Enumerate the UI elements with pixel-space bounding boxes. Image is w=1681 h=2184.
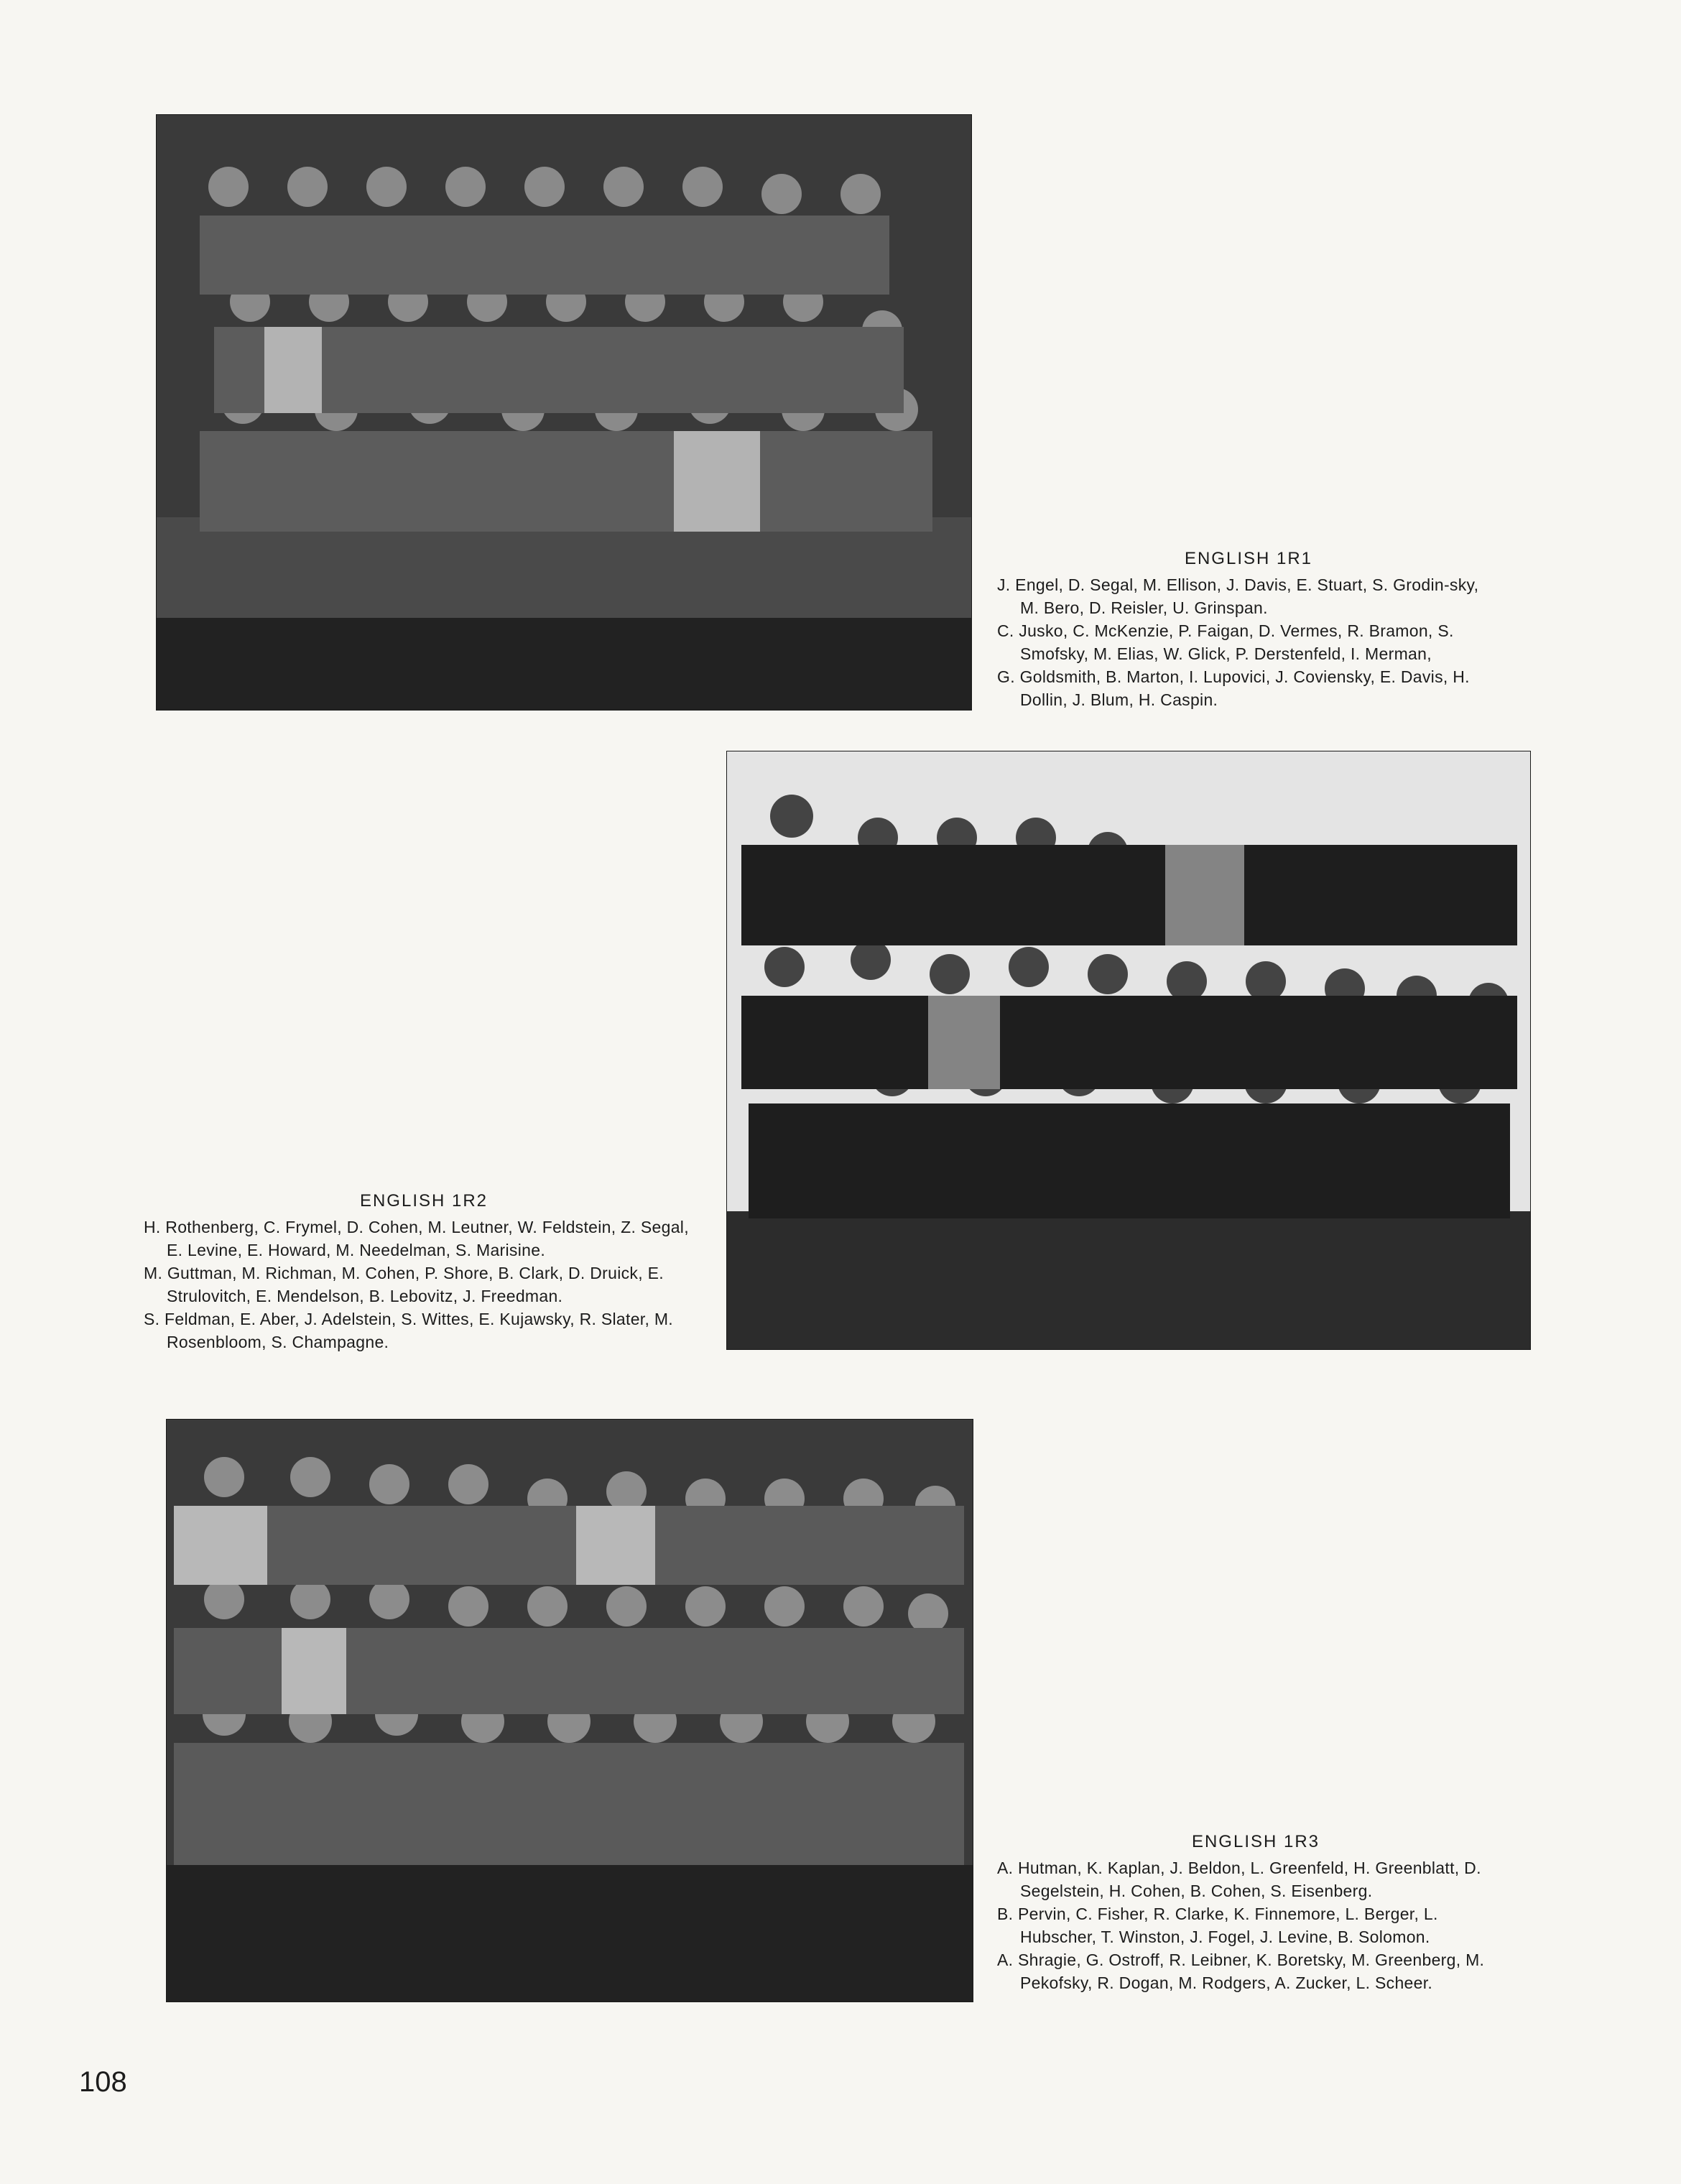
caption-english-1r3 (997, 1831, 1514, 1994)
names-row: C. Jusko, C. McKenzie, P. Faigan, D. Vermes, R. Bramon, S. Smofsky, M. Elias, W. Glick, P. Derstenfeld, I. Merman, (997, 621, 1454, 663)
names-row: A. Hutman, K. Kaplan, J. Beldon, L. Greenfeld, H. Greenblatt, D. Segelstein, H. Cohen, B. Cohen, S. Eisenberg. (997, 1859, 1481, 1900)
names-row: B. Pervin, C. Fisher, R. Clarke, K. Finnemore, L. Berger, L. Hubscher, T. Winston, J. Fogel, J. Levine, B. Solomon. (997, 1905, 1438, 1946)
section-title: ENGLISH 1R3 (1191, 1832, 1320, 1851)
class-photo-english-1r2 (727, 751, 1530, 1349)
names-row: J. Engel, D. Segal, M. Ellison, J. Davis, E. Stuart, S. Grodin-sky, M. Bero, D. Reisler, U. Grinspan. (997, 575, 1479, 617)
caption-english-1r2 (144, 1190, 704, 1354)
names-row: S. Feldman, E. Aber, J. Adelstein, S. Wittes, E. Kujawsky, R. Slater, M. Rosenbloom, S. Champagne. (144, 1310, 674, 1351)
names-row: A. Shragie, G. Ostroff, R. Leibner, K. Boretsky, M. Greenberg, M. Pekofsky, R. Dogan, M. Rodgers, A. Zucker, L. Scheer. (997, 1951, 1485, 1992)
names-row: H. Rothenberg, C. Frymel, D. Cohen, M. Leutner, W. Feldstein, Z. Segal, E. Levine, E. Howard, M. Needelman, S. Marisine. (144, 1218, 689, 1259)
section-title: ENGLISH 1R1 (1184, 549, 1313, 568)
class-photo-english-1r3 (167, 1420, 973, 2002)
class-photo-english-1r1 (157, 115, 971, 710)
page-number: 108 (79, 2066, 127, 2098)
section-title: ENGLISH 1R2 (359, 1191, 488, 1211)
group-photo-image (157, 115, 971, 710)
group-photo-image (167, 1420, 973, 2002)
caption-english-1r1 (997, 547, 1500, 711)
names-row: G. Goldsmith, B. Marton, I. Lupovici, J. Coviensky, E. Davis, H. Dollin, J. Blum, H. Caspin. (997, 667, 1470, 709)
names-row: M. Guttman, M. Richman, M. Cohen, P. Shore, B. Clark, D. Druick, E. Strulovitch, E. Mendelson, B. Lebovitz, J. Freedman. (144, 1264, 664, 1305)
group-photo-image (727, 751, 1530, 1349)
